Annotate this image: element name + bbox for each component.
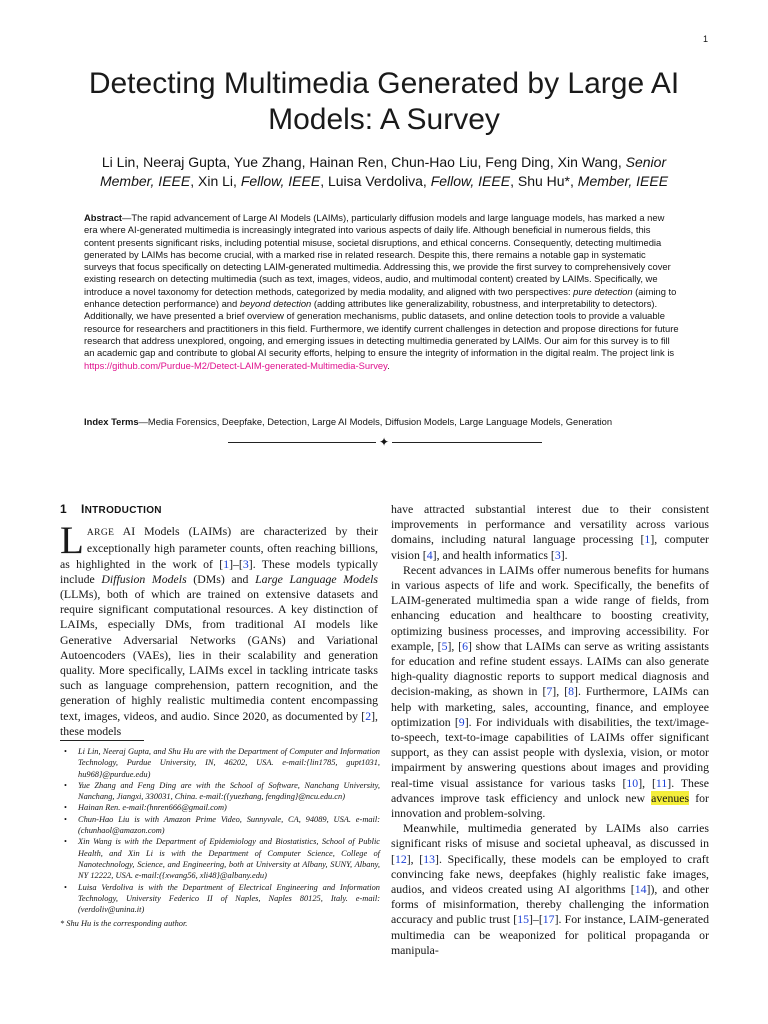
citation-link[interactable]: 15	[517, 912, 529, 927]
divider-ornament-icon: ✦	[376, 434, 392, 450]
citation-link[interactable]: 4	[426, 547, 433, 562]
right-column	[391, 502, 709, 958]
footnote-rule	[60, 740, 144, 741]
footnote-item: • Luisa Verdoliva is with the Department of Electrical Engineering and Information Technology, University Federico II of Naples, Naples 80125, Italy. e-mail:(verdoliv@unina.it)	[78, 882, 380, 916]
footnotes	[60, 746, 380, 930]
index-terms: Index Terms—Media Forensics, Deepfake, Detection, Large AI Models, Diffusion Models, Large Language Models, Generation	[84, 416, 613, 427]
citation-link[interactable]: 11	[655, 775, 668, 790]
intro-paragraph-3: Meanwhile, multimedia generated by LAIMs also carries significant risks of misuse and societal upheaval, as discussed in [12], [13]. Specifically, these models can be employed to craft convincing fake news, deepfakes (highly realistic fake images, audios, and videos created using AI algorithms [14]), and other forms of misinformation, thereby challenging the information accuracy and public trust [15]–[17]. For instance, LAIM-generated multimedia can be weaponized for political propaganda or manipula-	[391, 821, 709, 957]
project-link[interactable]: https://github.com/Purdue-M2/Detect-LAIM-generated-Multimedia-Survey	[84, 359, 388, 371]
intro-paragraph-1-cont: have attracted substantial interest due to their consistent improvements in performance and versatility across various domains, including natural language processing [1], computer vision [4], and health informatics [3].	[391, 502, 709, 562]
citation-link[interactable]: 12	[394, 851, 407, 866]
citation-link[interactable]: 2	[365, 708, 372, 723]
corresponding-author-note: * Shu Hu is the corresponding author.	[60, 919, 188, 929]
citation-link[interactable]: 8	[568, 684, 575, 699]
citation-link[interactable]: 3	[242, 556, 249, 571]
citation-link[interactable]: 9	[458, 714, 465, 729]
citation-link[interactable]: 10	[626, 775, 639, 790]
highlighted-word: avenues	[651, 790, 690, 805]
section-heading: 1 INTRODUCTION	[60, 502, 162, 516]
index-terms-label: Index Terms	[84, 416, 139, 427]
left-column	[60, 502, 378, 739]
citation-link[interactable]: 13	[423, 851, 436, 866]
citation-link[interactable]: 5	[441, 638, 448, 653]
footnote-item: • Hainan Ren. e-mail:(hnren666@gmail.com)	[78, 802, 380, 813]
paper-title: Detecting Multimedia Generated by Large AI Models: A Survey	[88, 67, 680, 136]
citation-link[interactable]: 1	[644, 532, 651, 547]
intro-paragraph-1: LARGE AI Models (LAIMs) are characterized by their exceptionally high parameter counts, often reaching billions, as highlighted in the work of [1]–[3]. These models typically include Diffusion Models (DMs) and Large Language Models (LLMs), both of which are trained on extensive datasets and require significant computational resources. A key distinction of LAIMs, especially DMs, from traditional AI models like Generative Adversarial Networks (GANs) and Variational Autoencoders (VAEs), lies in their scalability and generation quality. More specifically, LAIMs excel in tackling intricate tasks such as language comprehension, pattern recognition, and the generation of highly realistic multimedia content encompassing text, images, videos, and audio. Since 2020, as documented by [2], these models	[60, 519, 379, 738]
citation-link[interactable]: 1	[223, 556, 230, 571]
intro-paragraph-2: Recent advances in LAIMs offer numerous benefits for humans in various aspects of life and work. Specifically, the benefits of LAIM-generated multimedia span a wide range of fields, from enhancing education and healthcare to boosting creativity, optimizing business processes, and improving accessibility. For example, [5], [6] show that LAIMs can serve as writing assistants for education and refine student essays. LAIMs can also generate high-quality diagnostic reports to support medical diagnosis and decision-making, as shown in [7], [8]. Furthermore, LAIMs can help with marketing, sales, accounting, finance, and employee optimization [9]. For individuals with disabilities, the text/image-to-speech, text-to-image capabilities of LAIMs offer significant support, as they can assist people with dyslexia, vision, or motor impairment by answering questions about images and providing real-time visual assistance for various tasks [10], [11]. These advances improve task efficiency and unlock new avenues for innovation and problem-solving.	[391, 562, 710, 821]
citation-link[interactable]: 6	[462, 638, 468, 653]
footnote-item: • Li Lin, Neeraj Gupta, and Shu Hu are with the Department of Computer and Information Technology, Purdue University, IN, 46202, USA. e-mail:{lin1785, gupt1031, hu968}@purdue.edu)	[78, 746, 380, 780]
page-number: 1	[702, 34, 708, 44]
abstract: Abstract—The rapid advancement of Large AI Models (LAIMs), particularly diffusion models and large language models, has marked a new era where AI-generated multimedia is increasingly integrated into various aspects of daily life. Although beneficial in numerous fields, this content presents significant risks, including potential misuse, societal disruptions, and ethical concerns. Consequently, detecting multimedia generated by LAIMs has become crucial, with a marked rise in related research. Despite this, there remains a notable gap in systematic surveys that focus specifically on detecting LAIM-generated multimedia. Addressing this, we provide the first survey to comprehensively cover existing research on detecting multimedia (such as text, images, videos, audio, and multimodal content) created by LAIMs. Specifically, we introduce a novel taxonomy for detection methods, categorized by media modality, and aligned with two perspectives: pure detection (aiming to enhance detection performance) and beyond detection (adding attributes like generalizability, robustness, and interpretability to detectors). Additionally, we have presented a brief overview of generation mechanisms, public datasets, and online detection tools to provide a valuable resource for researchers and practitioners in this field. Furthermore, we identify current challenges in detection and propose directions for future research that address unexplored, ongoing, and emerging issues in detecting multimedia generated by LAIMs. Our aim for this survey is to fill an academic gap and contribute to global AI security efforts, helping to ensure the integrity of information in the digital realm. The project link is https://github.com/Purdue-M2/Detect-LAIM-generated-Multimedia-Survey.	[84, 212, 679, 371]
footnote-item: • Yue Zhang and Feng Ding are with the School of Software, Nanchang University, Nanchang, Jiangxi, 330031, China. e-mail:({yuezhang, fengding}@ncu.edu.cn)	[78, 780, 380, 803]
citation-link[interactable]: 7	[546, 684, 553, 699]
drop-cap: L	[60, 519, 84, 563]
citation-link[interactable]: 17	[542, 912, 555, 927]
footnote-item: • Xin Wang is with the Department of Epidemiology and Biostatistics, School of Public Health, and Xin Li is with the Department of Computer Science, College of Nanotechnology, Science, and Engineering, both at University at Albany, SUNY, Albany, NY 12222, USA. e-mail:({xwang56, xli48}@albany.edu)	[78, 836, 380, 881]
footnote-item: • Chun-Hao Liu is with Amazon Prime Video, Sunnyvale, CA, 94089, USA. e-mail:(chunhaol@amazon.com)	[78, 814, 380, 837]
citation-link[interactable]: 14	[634, 882, 647, 897]
author-list: Li Lin, Neeraj Gupta, Yue Zhang, Hainan Ren, Chun-Hao Liu, Feng Ding, Xin Wang, Senior Member, IEEE, Xin Li, Fellow, IEEE, Luisa Verdoliva, Fellow, IEEE, Shu Hu*, Member, IEEE	[99, 154, 669, 189]
abstract-label: Abstract	[84, 212, 123, 223]
citation-link[interactable]: 3	[554, 547, 561, 562]
